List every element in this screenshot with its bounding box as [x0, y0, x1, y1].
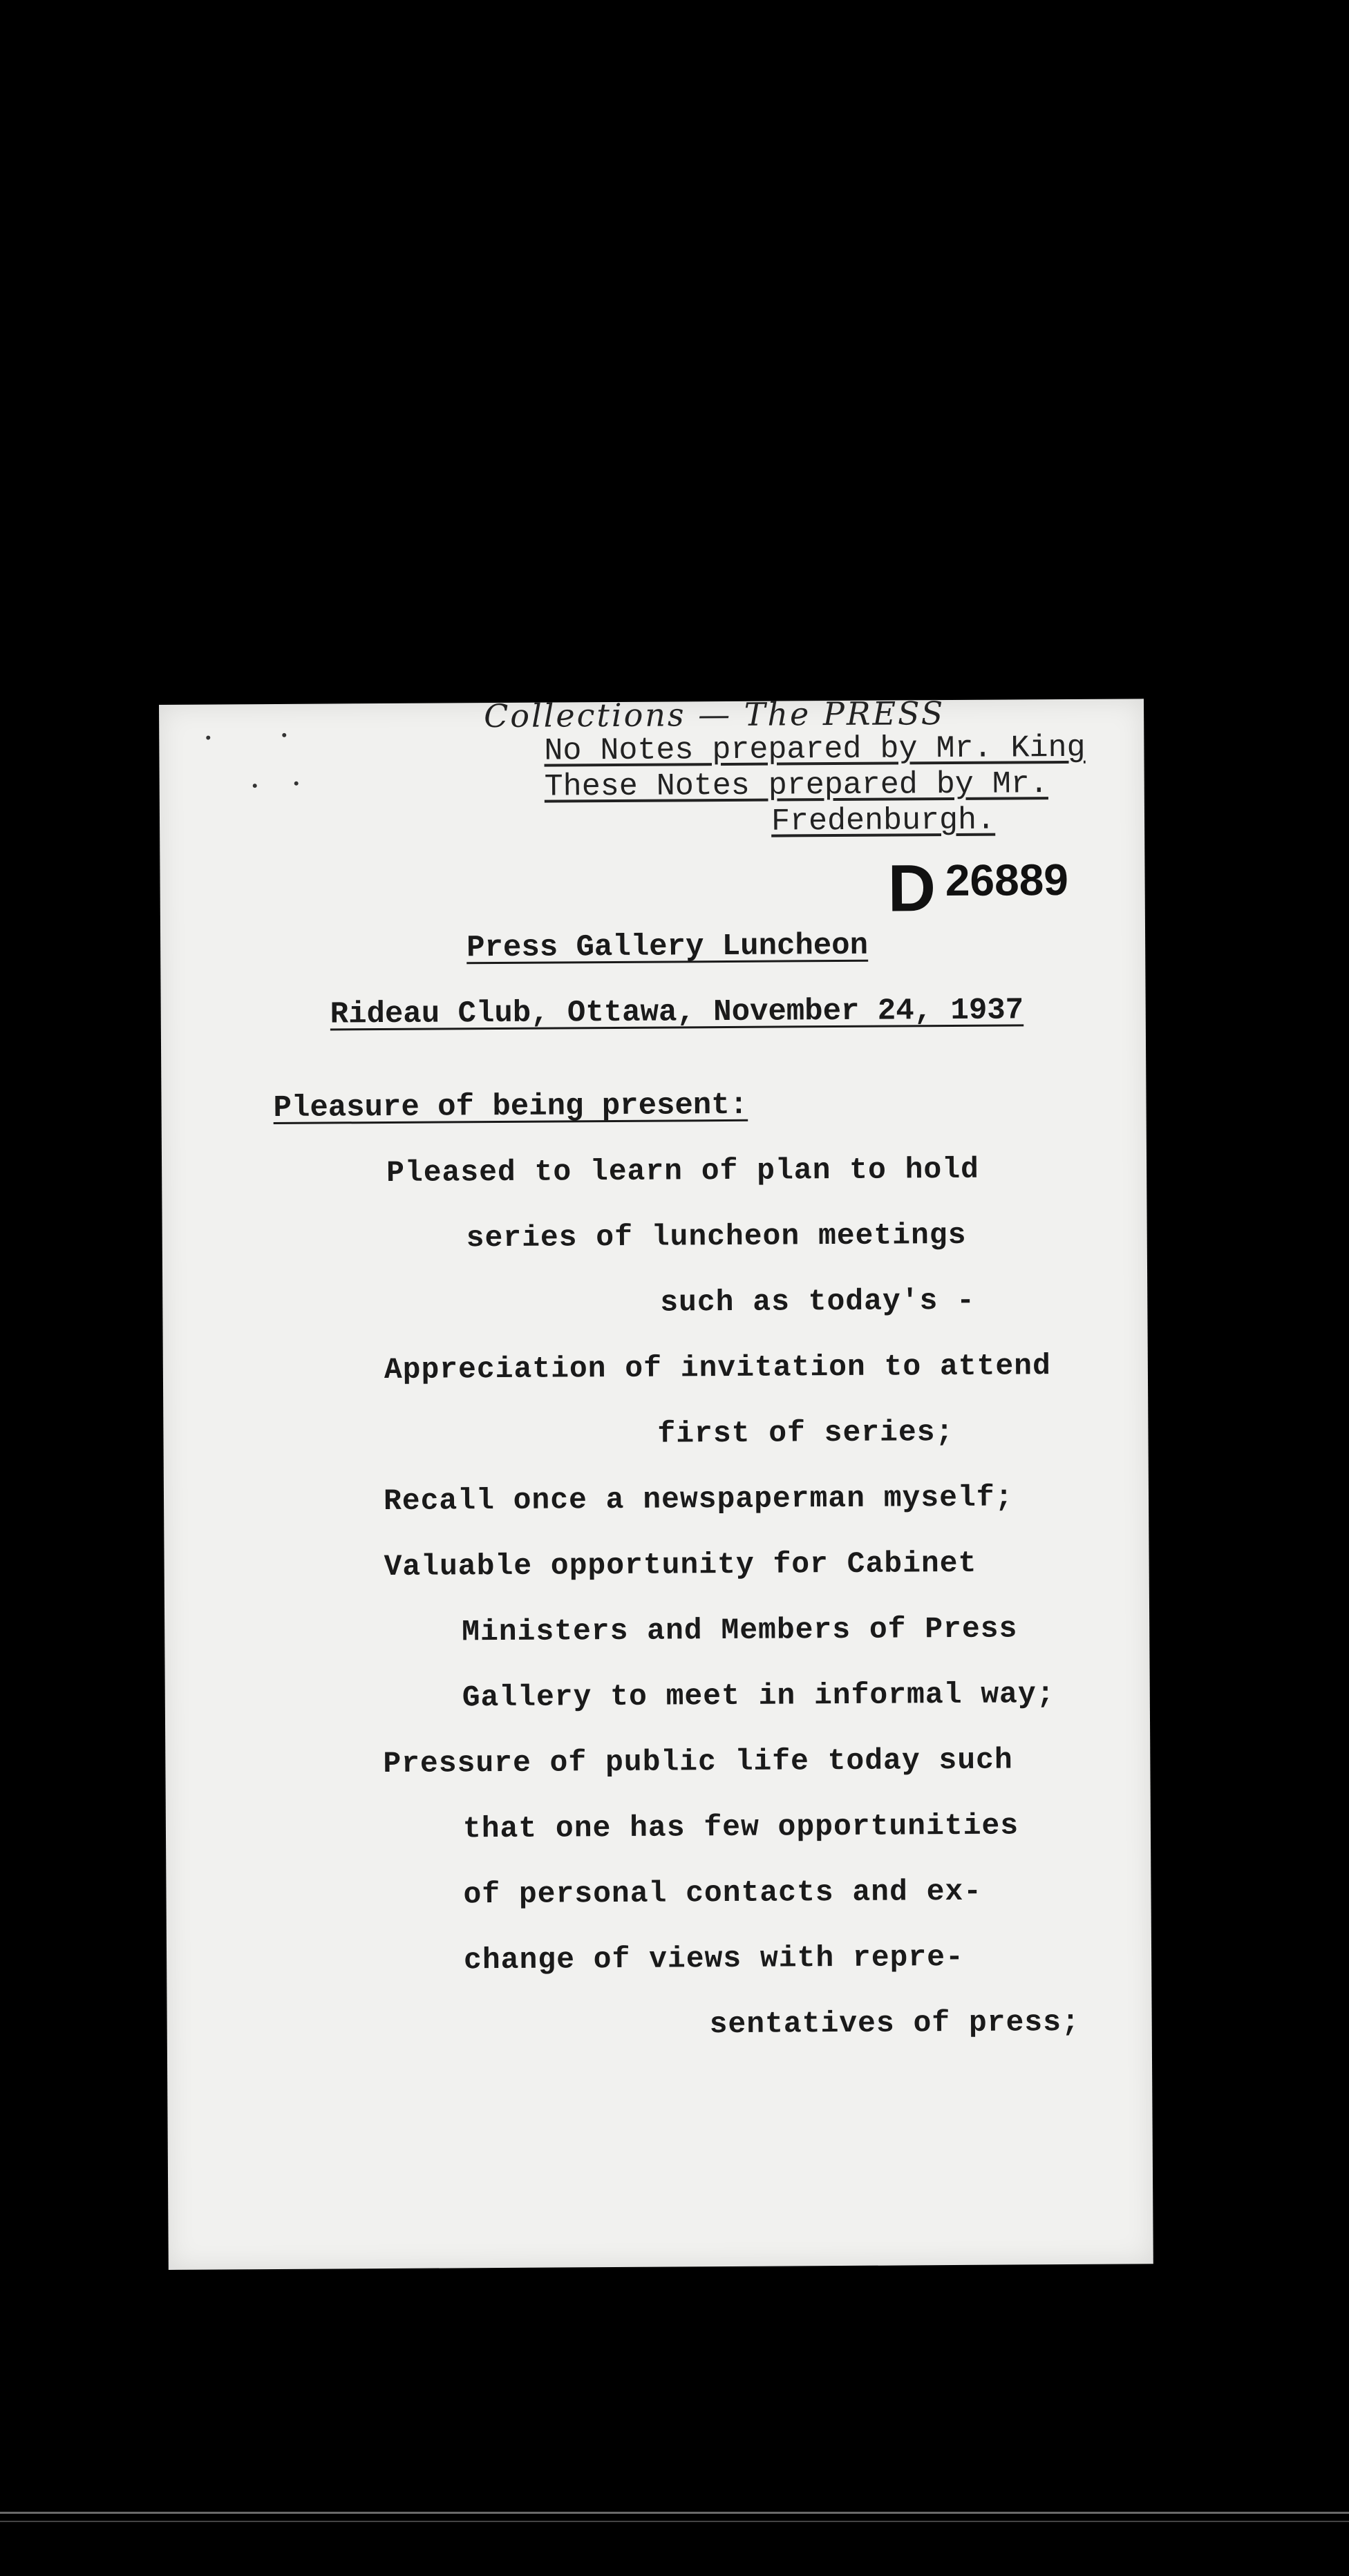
- body-line: Pressure of public life today such: [383, 1743, 1013, 1781]
- body-line: Ministers and Members of Press: [462, 1611, 1018, 1649]
- body-line: series of luncheon meetings: [466, 1218, 967, 1256]
- handwritten-annotation: Collections — The PRESS: [483, 694, 945, 735]
- document-subtitle: Rideau Club, Ottawa, November 24, 1937: [330, 993, 1024, 1032]
- margin-mark: [206, 736, 210, 740]
- note-line-3: Fredenburgh.: [771, 802, 996, 840]
- body-line: Appreciation of invitation to attend: [384, 1349, 1051, 1388]
- body-line: that one has few opportunities: [462, 1808, 1019, 1846]
- note-line-1: No Notes prepared by Mr. King: [544, 730, 1086, 769]
- body-line: of personal contacts and ex-: [463, 1874, 983, 1912]
- body-line: Valuable opportunity for Cabinet: [384, 1546, 977, 1584]
- document-id-prefix: D: [887, 851, 936, 926]
- body-line: Recall once a newspaperman myself;: [383, 1480, 1014, 1519]
- document-id-number: 26889: [945, 854, 1069, 906]
- section-heading: Pleasure of being present:: [273, 1088, 748, 1126]
- body-line: such as today's -: [660, 1283, 976, 1320]
- film-edge-line: [0, 2512, 1349, 2514]
- body-line: Pleased to learn of plan to hold: [386, 1152, 980, 1191]
- body-line: change of views with repre-: [463, 1940, 964, 1978]
- document-page: [159, 694, 1153, 2270]
- margin-mark: [253, 784, 257, 788]
- body-line: sentatives of press;: [709, 2005, 1080, 2042]
- margin-mark: [294, 782, 299, 786]
- note-line-2: These Notes prepared by Mr.: [544, 766, 1049, 805]
- body-line: Gallery to meet in informal way;: [462, 1677, 1055, 1715]
- document-id: [887, 850, 1068, 927]
- margin-mark: [282, 733, 286, 737]
- document-title: Press Gallery Luncheon: [466, 928, 869, 966]
- body-line: first of series;: [657, 1414, 954, 1451]
- film-edge-line: [0, 2521, 1349, 2522]
